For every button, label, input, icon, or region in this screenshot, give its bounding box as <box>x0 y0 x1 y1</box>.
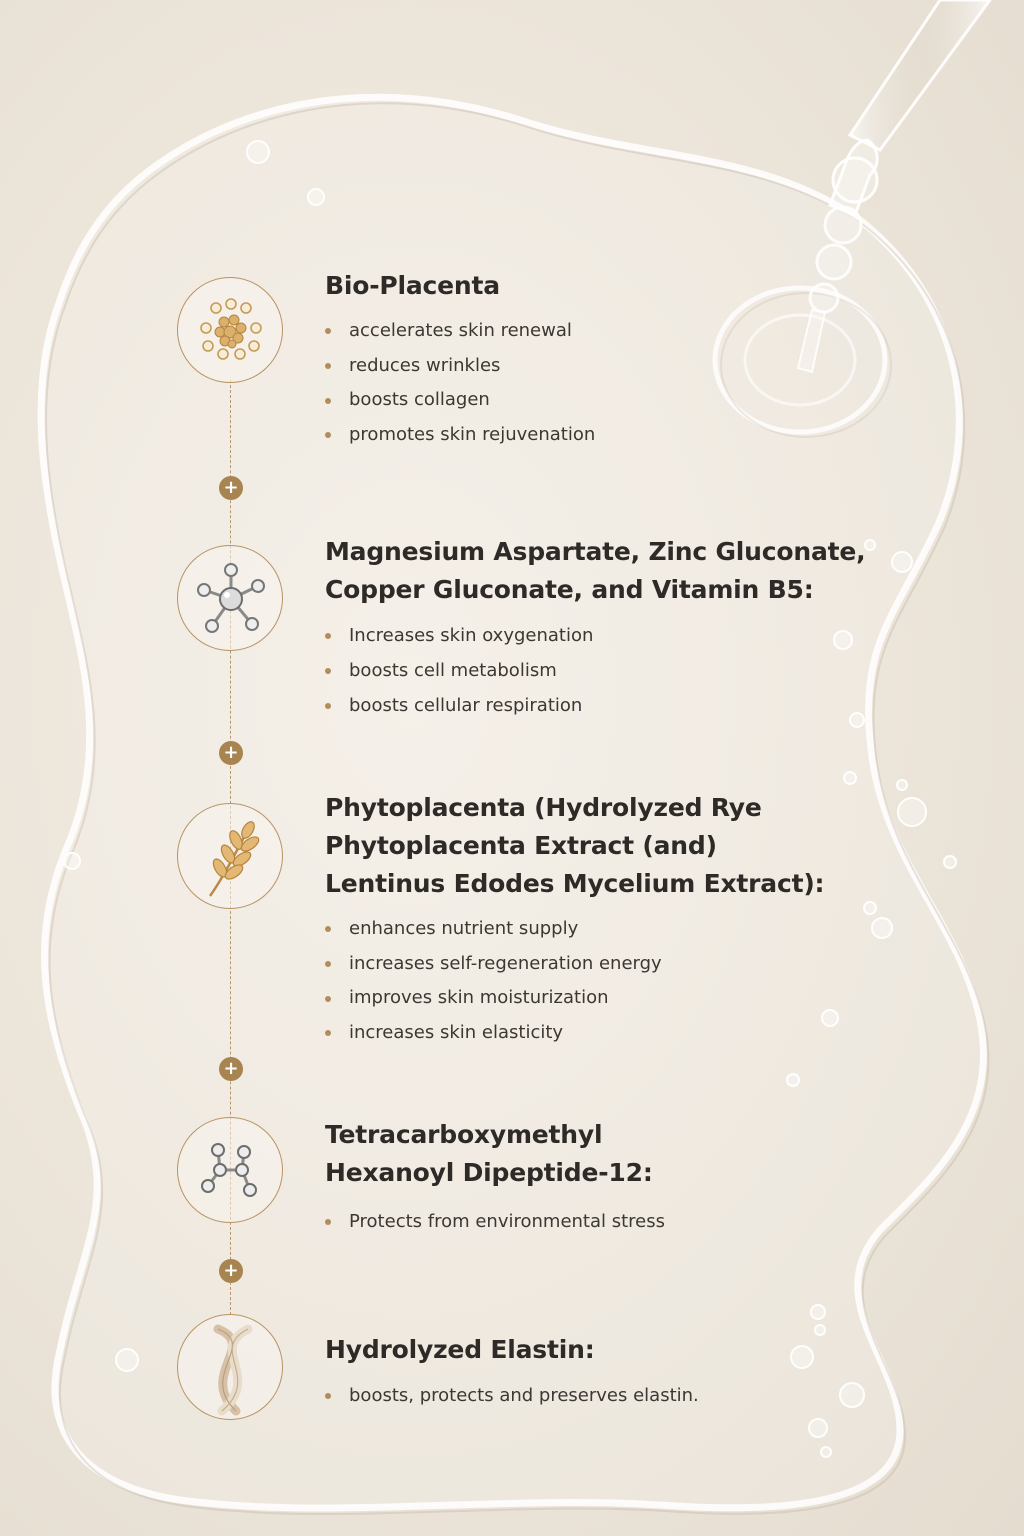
ingredient-title: Phytoplacenta (Hydrolyzed Rye Phytoplacenta Extract (and) Lentinus Edodes Mycelium Extract): <box>325 793 825 898</box>
benefit-item: improves skin moisturization <box>325 981 662 1016</box>
benefit-list <box>325 314 595 453</box>
benefit-list <box>325 618 593 723</box>
benefit-item: boosts cell metabolism <box>325 653 593 688</box>
ingredient-title: Tetracarboxymethyl Hexanoyl Dipeptide-12: <box>325 1120 653 1187</box>
benefit-item: boosts collagen <box>325 383 595 418</box>
benefit-list <box>325 1378 699 1413</box>
peptide-icon <box>177 1117 283 1223</box>
benefit-item: reduces wrinkles <box>325 349 595 384</box>
benefit-list <box>325 912 662 1051</box>
ingredient-title: Hydrolyzed Elastin: <box>325 1335 595 1364</box>
wheat-icon <box>177 803 283 909</box>
plus-connector-icon: + <box>219 741 243 765</box>
plus-connector-icon: + <box>219 476 243 500</box>
benefit-list <box>325 1204 665 1239</box>
ingredient-title: Magnesium Aspartate, Zinc Gluconate, Copper Gluconate, and Vitamin B5: <box>325 537 866 604</box>
benefit-item: Increases skin oxygenation <box>325 618 593 653</box>
benefit-item: boosts cellular respiration <box>325 688 593 723</box>
bubbles-icon <box>177 277 283 383</box>
benefit-item: accelerates skin renewal <box>325 314 595 349</box>
benefit-item: boosts, protects and preserves elastin. <box>325 1378 699 1413</box>
plus-connector-icon: + <box>219 1057 243 1081</box>
molecule-icon <box>177 545 283 651</box>
benefit-item: increases skin elasticity <box>325 1016 662 1051</box>
twisted-fiber-icon <box>177 1314 283 1420</box>
plus-connector-icon: + <box>219 1259 243 1283</box>
benefit-item: increases self-regeneration energy <box>325 947 662 982</box>
benefit-item: enhances nutrient supply <box>325 912 662 947</box>
ingredient-title: Bio-Placenta <box>325 271 500 300</box>
benefit-item: Protects from environmental stress <box>325 1204 665 1239</box>
benefit-item: promotes skin rejuvenation <box>325 418 595 453</box>
